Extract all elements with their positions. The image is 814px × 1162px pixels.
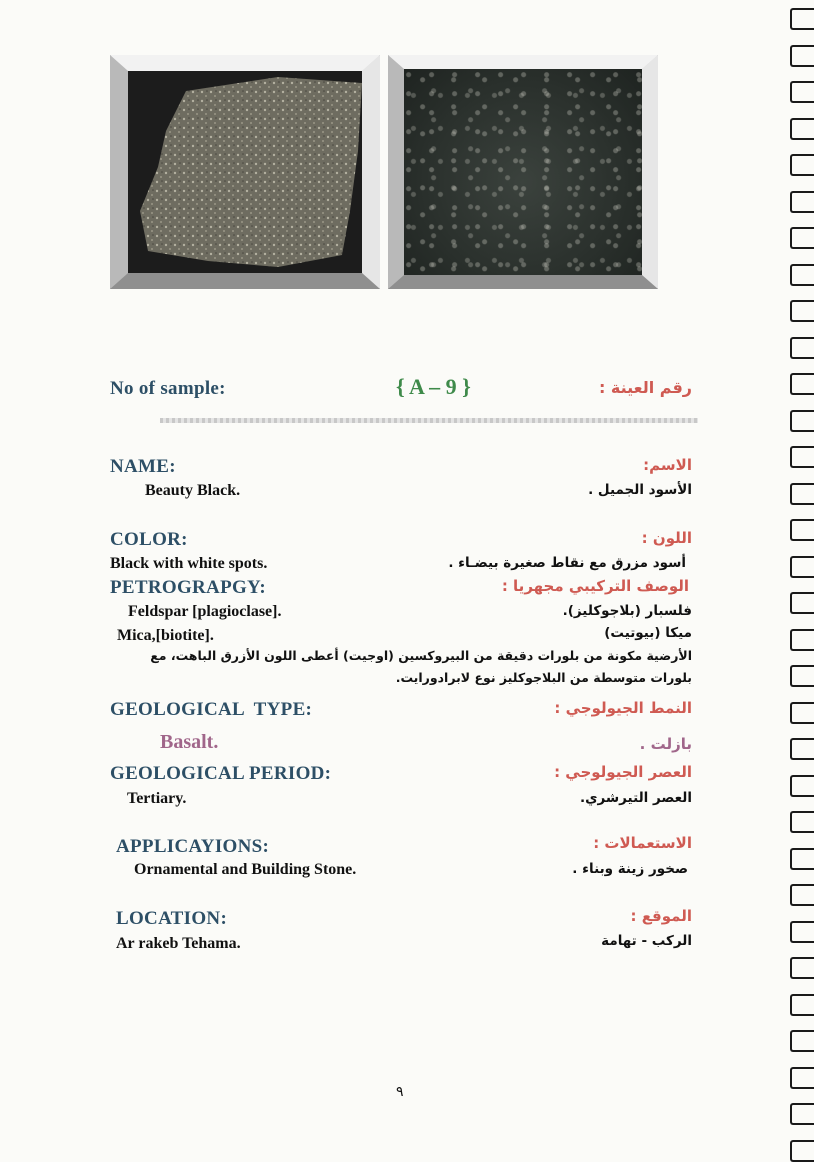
color-value-ar: أسود مزرق مع نقاط صغيرة بيضـاء . <box>448 555 686 571</box>
geological-type-value: Basalt. <box>160 731 219 753</box>
petrography-mineral-1: Feldspar [plagioclase]. <box>128 603 282 620</box>
petrography-mineral-1-ar: فلسبار (بلاجوكليز). <box>562 603 692 619</box>
binding-ring <box>790 1140 814 1162</box>
rock-sample-photo <box>110 55 380 289</box>
name-label: NAME: <box>110 456 176 477</box>
location-value: Ar rakeb Tehama. <box>116 935 241 952</box>
binding-ring <box>790 227 814 249</box>
location-label-ar: الموقع : <box>630 907 692 925</box>
binding-ring <box>790 264 814 286</box>
binding-ring <box>790 337 814 359</box>
binding-ring <box>790 8 814 30</box>
binding-ring <box>790 738 814 760</box>
binding-ring <box>790 483 814 505</box>
geological-period-value-ar: العصر التيرشري. <box>579 790 692 806</box>
color-value: Black with white spots. <box>110 555 268 572</box>
name-value: Beauty Black. <box>145 482 241 499</box>
binding-ring <box>790 665 814 687</box>
applications-value: Ornamental and Building Stone. <box>134 861 357 878</box>
petrography-mineral-2: Mica,[biotite]. <box>117 627 214 644</box>
rock-closeup-photo <box>388 55 658 289</box>
binding-ring <box>790 884 814 906</box>
binding-ring <box>790 373 814 395</box>
binding-ring <box>790 191 814 213</box>
petrography-description-line-2: بلورات متوسطة من البلاجوكليز نوع لابرادورايت. <box>395 670 692 685</box>
name-value-ar: الأسود الجميل . <box>588 482 692 498</box>
divider <box>160 418 698 423</box>
binding-ring <box>790 410 814 432</box>
binding-ring <box>790 811 814 833</box>
sample-number-label: No of sample: <box>110 378 226 399</box>
geological-type-value-ar: بازلت . <box>639 735 692 753</box>
binding-ring <box>790 81 814 103</box>
binding-ring <box>790 1103 814 1125</box>
rock-fragment-image <box>128 71 362 273</box>
sample-number-label-ar: رقم العينة : <box>598 378 692 397</box>
binding-ring <box>790 629 814 651</box>
sample-number-value: { A – 9 } <box>396 374 471 399</box>
binding-ring <box>790 848 814 870</box>
location-value-ar: الركب - تهامة <box>601 933 692 949</box>
location-label: LOCATION: <box>116 908 228 929</box>
binding-ring <box>790 556 814 578</box>
binding-ring <box>790 592 814 614</box>
applications-label: APPLICAYIONS: <box>116 836 270 857</box>
color-label-ar: اللون : <box>641 529 692 547</box>
geological-period-value: Tertiary. <box>127 790 187 807</box>
page-number: ٩ <box>396 1084 404 1100</box>
binding-ring <box>790 45 814 67</box>
binding-ring <box>790 957 814 979</box>
name-label-ar: الاسم: <box>643 456 692 474</box>
petrography-mineral-2-ar: ميكا (بيوتيت) <box>604 625 692 641</box>
geological-period-label: GEOLOGICAL PERIOD: <box>110 763 332 784</box>
geological-type-label-ar: النمط الجيولوجي : <box>554 699 692 717</box>
binding-ring <box>790 1030 814 1052</box>
rock-surface-texture <box>404 69 642 275</box>
binding-ring <box>790 921 814 943</box>
petrography-description-line-1: الأرضية مكونة من بلورات دقيقة من البيروكسين (اوجيت) أعطى اللون الأزرق الباهت، مع <box>150 648 692 663</box>
binding-ring <box>790 775 814 797</box>
geological-period-label-ar: العصر الجيولوجي : <box>554 763 692 781</box>
binding-ring <box>790 702 814 724</box>
binding-ring <box>790 994 814 1016</box>
binding-ring <box>790 154 814 176</box>
applications-label-ar: الاستعمالات : <box>593 834 692 852</box>
geological-type-label: GEOLOGICAL TYPE: <box>110 699 313 720</box>
binding-ring <box>790 300 814 322</box>
binding-ring <box>790 1067 814 1089</box>
binding-ring <box>790 519 814 541</box>
applications-value-ar: صخور زينة وبناء . <box>572 861 688 877</box>
binding-ring <box>790 118 814 140</box>
binding-ring <box>790 446 814 468</box>
petrography-label-ar: الوصف التركيبي مجهريا : <box>501 577 689 595</box>
petrography-label: PETROGRAPGY: <box>110 577 266 598</box>
color-label: COLOR: <box>110 529 188 550</box>
